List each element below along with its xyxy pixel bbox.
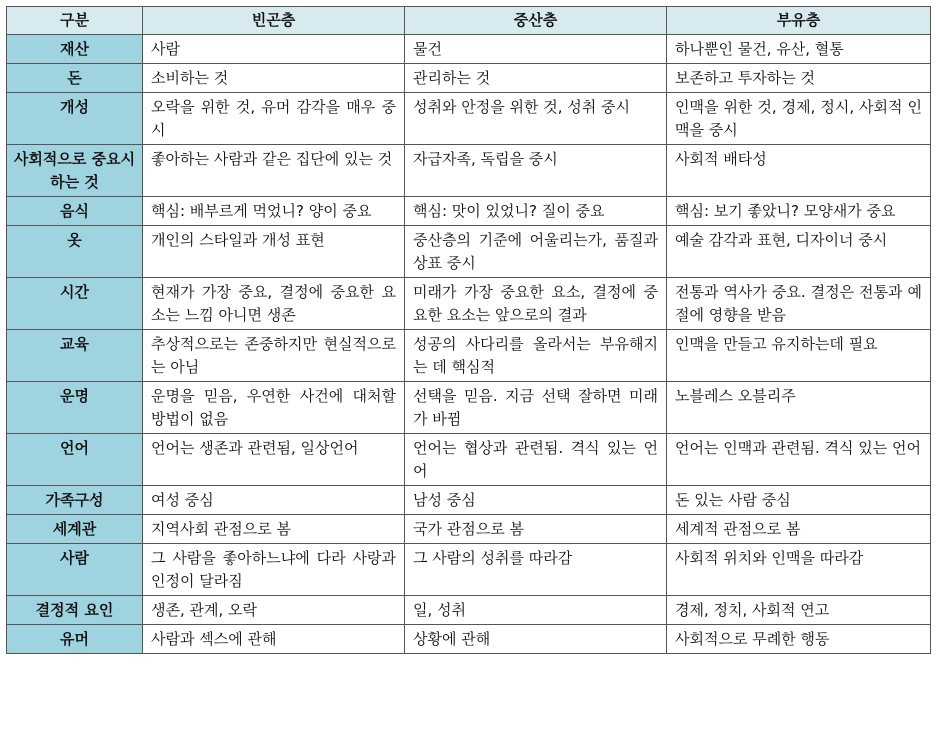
cell-poor: 여성 중심 <box>143 486 405 515</box>
table-row <box>7 382 931 434</box>
row-label: 교육 <box>7 330 143 382</box>
cell-rich: 보존하고 투자하는 것 <box>667 64 931 93</box>
header-rich: 부유층 <box>667 7 931 35</box>
cell-middle: 상황에 관해 <box>405 625 667 654</box>
table-row <box>7 278 931 330</box>
cell-rich: 핵심: 보기 좋았니? 모양새가 중요 <box>667 197 931 226</box>
cell-middle: 물건 <box>405 35 667 64</box>
cell-rich: 경제, 정치, 사회적 연고 <box>667 596 931 625</box>
row-label: 사람 <box>7 544 143 596</box>
cell-poor: 사람 <box>143 35 405 64</box>
table-row <box>7 596 931 625</box>
table-row <box>7 93 931 145</box>
cell-rich: 하나뿐인 물건, 유산, 혈통 <box>667 35 931 64</box>
table-header-row <box>7 7 931 35</box>
table-row <box>7 486 931 515</box>
row-label: 운명 <box>7 382 143 434</box>
cell-rich: 전통과 역사가 중요. 결정은 전통과 예절에 영향을 받음 <box>667 278 931 330</box>
cell-middle: 미래가 가장 중요한 요소, 결정에 중요한 요소는 앞으로의 결과 <box>405 278 667 330</box>
cell-middle: 자급자족, 독립을 중시 <box>405 145 667 197</box>
row-label: 사회적으로 중요시 하는 것 <box>7 145 143 197</box>
row-label: 재산 <box>7 35 143 64</box>
row-label: 돈 <box>7 64 143 93</box>
cell-poor: 그 사람을 좋아하느냐에 다라 사랑과 인정이 달라짐 <box>143 544 405 596</box>
table-row <box>7 197 931 226</box>
table-row <box>7 544 931 596</box>
cell-rich: 노블레스 오블리주 <box>667 382 931 434</box>
cell-middle: 관리하는 것 <box>405 64 667 93</box>
row-label: 옷 <box>7 226 143 278</box>
cell-poor: 오락을 위한 것, 유머 감각을 매우 중시 <box>143 93 405 145</box>
cell-poor: 좋아하는 사람과 같은 집단에 있는 것 <box>143 145 405 197</box>
cell-rich: 인맥을 만들고 유지하는데 필요 <box>667 330 931 382</box>
cell-poor: 개인의 스타일과 개성 표현 <box>143 226 405 278</box>
cell-poor: 사람과 섹스에 관해 <box>143 625 405 654</box>
cell-middle: 언어는 협상과 관련됨. 격식 있는 언어 <box>405 434 667 486</box>
cell-middle: 핵심: 맛이 있었니? 질이 중요 <box>405 197 667 226</box>
cell-rich: 사회적 배타성 <box>667 145 931 197</box>
cell-poor: 지역사회 관점으로 봄 <box>143 515 405 544</box>
table-row <box>7 145 931 197</box>
row-label: 가족구성 <box>7 486 143 515</box>
cell-poor: 현재가 가장 중요, 결정에 중요한 요소는 느낌 아니면 생존 <box>143 278 405 330</box>
row-label: 개성 <box>7 93 143 145</box>
class-comparison-document <box>6 6 930 654</box>
cell-rich: 사회적으로 무례한 행동 <box>667 625 931 654</box>
cell-rich: 사회적 위치와 인맥을 따라감 <box>667 544 931 596</box>
header-middle: 중산층 <box>405 7 667 35</box>
row-label: 음식 <box>7 197 143 226</box>
cell-rich: 세계적 관점으로 봄 <box>667 515 931 544</box>
row-label: 시간 <box>7 278 143 330</box>
cell-middle: 선택을 믿음. 지금 선택 잘하면 미래가 바뀜 <box>405 382 667 434</box>
cell-middle: 성취와 안정을 위한 것, 성취 중시 <box>405 93 667 145</box>
table-row <box>7 64 931 93</box>
table-row <box>7 226 931 278</box>
cell-middle: 성공의 사다리를 올라서는 부유해지는 데 핵심적 <box>405 330 667 382</box>
cell-middle: 일, 성취 <box>405 596 667 625</box>
table-row <box>7 35 931 64</box>
cell-rich: 예술 감각과 표현, 디자이너 중시 <box>667 226 931 278</box>
cell-poor: 소비하는 것 <box>143 64 405 93</box>
cell-middle: 그 사람의 성취를 따라감 <box>405 544 667 596</box>
cell-poor: 핵심: 배부르게 먹었니? 양이 중요 <box>143 197 405 226</box>
table-row <box>7 625 931 654</box>
cell-rich: 언어는 인맥과 관련됨. 격식 있는 언어 <box>667 434 931 486</box>
cell-poor: 언어는 생존과 관련됨, 일상언어 <box>143 434 405 486</box>
row-label: 결정적 요인 <box>7 596 143 625</box>
cell-rich: 돈 있는 사람 중심 <box>667 486 931 515</box>
cell-rich: 인맥을 위한 것, 경제, 정시, 사회적 인맥을 중시 <box>667 93 931 145</box>
table-row <box>7 434 931 486</box>
cell-poor: 운명을 믿음, 우연한 사건에 대처할 방법이 없음 <box>143 382 405 434</box>
header-category: 구분 <box>7 7 143 35</box>
class-comparison-table <box>6 6 931 654</box>
cell-poor: 추상적으로는 존중하지만 현실적으로는 아님 <box>143 330 405 382</box>
cell-poor: 생존, 관계, 오락 <box>143 596 405 625</box>
table-row <box>7 330 931 382</box>
row-label: 유머 <box>7 625 143 654</box>
cell-middle: 국가 관점으로 봄 <box>405 515 667 544</box>
cell-middle: 남성 중심 <box>405 486 667 515</box>
cell-middle: 중산층의 기준에 어울리는가, 품질과 상표 중시 <box>405 226 667 278</box>
row-label: 언어 <box>7 434 143 486</box>
row-label: 세계관 <box>7 515 143 544</box>
header-poor: 빈곤층 <box>143 7 405 35</box>
table-row <box>7 515 931 544</box>
